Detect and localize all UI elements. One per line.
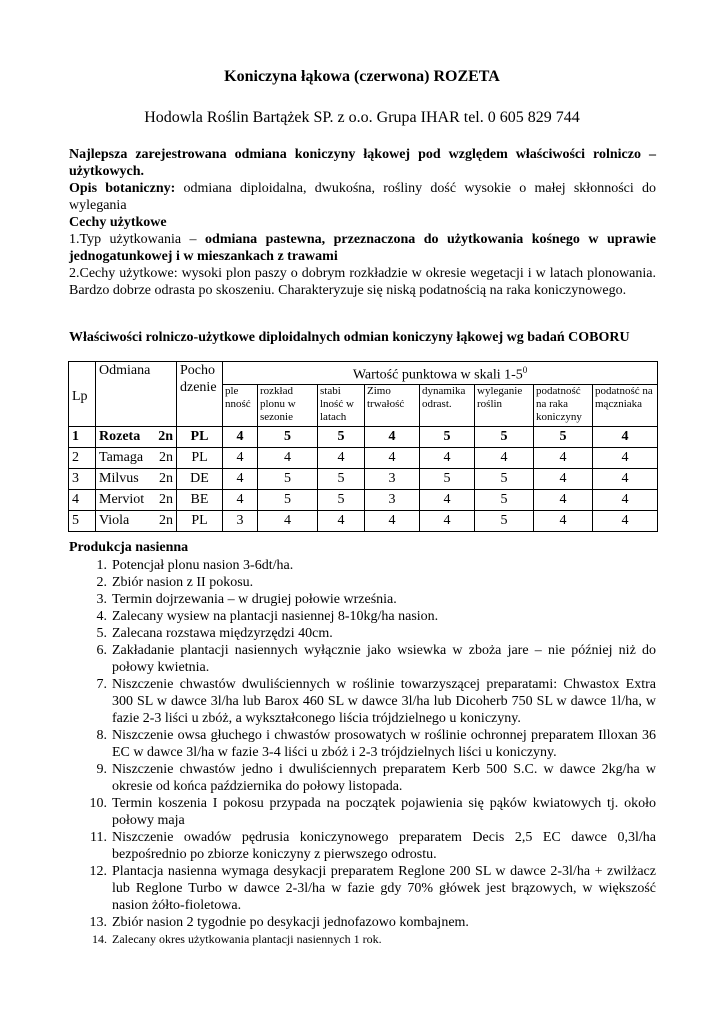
variety-ploidy: 2n [159,470,173,486]
table-cell: 5 [475,468,534,489]
list-item [69,761,656,795]
production-heading: Produkcja nasienna [69,540,189,555]
table-cell: 4 [318,447,365,468]
subcol-header: dynamika odrast. [420,384,475,426]
table-cell: 4 [365,447,420,468]
list-item-text: Plantacja nasienna wymaga desykacji preparatem Reglone 200 SL w dawce 2-3l/ha + zwilżacz lub Reglone Turbo w dawce 2-3l/ha w fazie gdy 70% główek jest brązowych, w większość nasion żółto-fioletowa. [112,864,656,913]
list-item [69,795,656,829]
table-cell: 5 [258,426,318,447]
table-cell: 5 [475,489,534,510]
table-cell [96,447,177,468]
table-cell: 4 [420,510,475,531]
table-cell: 4 [318,510,365,531]
table-cell: 5 [534,426,593,447]
varieties-table [68,361,658,532]
table-cell: 3 [365,468,420,489]
list-item [69,727,656,761]
list-item-text: Zalecana rozstawa międzyrzędzi 40cm. [112,626,333,641]
usage-features: 2.Cechy użytkowe: wysoki plon paszy o dobrym rozkładzie w okresie wegetacji i w latach plonowania. Bardzo dobrze odrasta po skoszeniu. Charakteryzuje się niską podatnością na raka koniczynowego. [69,266,656,298]
table-cell: 4 [534,468,593,489]
variety-name: Tamaga [99,449,144,465]
table-cell: 5 [475,510,534,531]
table-cell: 4 [534,489,593,510]
table-cell: PL [177,510,223,531]
production-list [69,557,656,948]
table-cell: 5 [258,489,318,510]
list-item [69,829,656,863]
list-item-number: 6. [96,643,107,658]
table-caption: Właściwości rolniczo-użytkowe diploidalnych odmian koniczyny łąkowej wg badań COBORU [69,330,630,345]
document-title: Koniczyna łąkowa (czerwona) ROZETA [224,68,500,85]
list-item-number: 10. [89,796,107,811]
table-cell: 5 [420,426,475,447]
table-cell: 4 [258,447,318,468]
list-item-text: Zalecany wysiew na plantacji nasiennej 8-10kg/ha nasion. [112,609,439,624]
list-item-text: Zakładanie plantacji nasiennych wyłącznie jako wsiewka w zboża jare – nie później niż do połowy kwietnia. [112,643,656,675]
list-item [69,557,656,574]
list-item-number: 3. [96,592,107,607]
col-header-variety: Odmiana [96,362,177,427]
subcol-header: wyleganie roślin [475,384,534,426]
table-cell: 5 [318,489,365,510]
list-item-text: Termin koszenia I pokosu przypada na początek pojawienia się pąków kwiatowych tj. około połowy maja [112,796,656,828]
list-item-text: Zbiór nasion z II pokosu. [112,575,254,590]
score-group-sup: 0 [522,365,528,375]
list-item-number: 4. [96,609,107,624]
list-item-text: Potencjał plonu nasion 3-6dt/ha. [112,558,294,573]
botanical-text: odmiana diploidalna, dwukośna, rośliny dość wysokie o małej skłonności do wylegania [69,181,657,213]
list-item [69,931,656,948]
table-cell: DE [177,468,223,489]
table-cell: BE [177,489,223,510]
list-item [69,608,656,625]
usage-type [69,231,656,265]
list-item-text: Niszczenie owadów pędrusia koniczynowego preparatem Decis 2,5 EC dawce 0,3l/ha bezpośrednio po zbiorze koniczyny z pierwszego odrostu. [112,830,656,862]
table-cell: 3 [365,489,420,510]
table-cell: 4 [420,447,475,468]
list-item-text: Niszczenie chwastów dwuliściennych w roślinie towarzyszącej preparatami: Chwastox Extra 300 SL w dawce 3l/ha lub Barox 460 SL w dawce 3l/ha lub Dicoherb 750 SL w dawce 1l/ha, w fazie 2-3 liści u zbóż, a wykształconego liścia trójdzielnego u koniczyny. [112,677,656,726]
list-item-text: Zalecany okres użytkowania plantacji nasiennych 1 rok. [112,932,382,946]
table-cell: 4 [420,489,475,510]
table-cell: 3 [69,468,96,489]
table-cell: 4 [593,447,658,468]
list-item-text: Niszczenie chwastów jedno i dwuliściennych preparatem Kerb 500 S.C. w dawce 2kg/ha w okresie od końca października do połowy listopada. [112,762,656,794]
table-cell: 4 [223,447,258,468]
table-cell [96,426,177,447]
subcol-header: rozkład plonu w sezonie [258,384,318,426]
list-item-number: 13. [89,915,107,930]
subcol-header: Zimo trwałość [365,384,420,426]
table-cell: 3 [223,510,258,531]
table-cell [96,468,177,489]
breeder-contact: Hodowla Roślin Bartążek SP. z o.o. Grupa IHAR tel. 0 605 829 744 [144,109,580,126]
table-cell: 4 [223,468,258,489]
table-row [69,426,658,447]
table-cell: 4 [534,510,593,531]
list-item-number: 7. [96,677,107,692]
table-cell: 4 [593,489,658,510]
table-cell: 4 [534,447,593,468]
usage-type-prefix: 1.Typ użytkowania – [69,232,206,247]
table-cell: 5 [69,510,96,531]
list-item-number: 9. [96,762,107,777]
table-cell: 4 [593,468,658,489]
table-cell [96,510,177,531]
usage-type-text: odmiana pastewna, przeznaczona do użytkowania kośnego w uprawie jednogatunkowej i w mieszankach z trawami [69,232,656,264]
col-header-score-group [223,362,658,385]
list-item-text: Zbiór nasion 2 tygodnie po desykacji jednofazowo kombajnem. [112,915,469,930]
botanical-description [69,180,656,214]
list-item [69,591,656,608]
table-cell: 4 [593,510,658,531]
list-item-number: 5. [96,626,107,641]
table-cell: 4 [475,447,534,468]
table-cell: 1 [69,426,96,447]
table-row [69,489,658,510]
variety-name: Merviot [99,491,145,507]
variety-name: Viola [99,512,130,528]
botanical-label: Opis botaniczny: [69,181,176,196]
list-item [69,574,656,591]
list-item-number: 14. [92,932,107,946]
table-row [69,468,658,489]
list-item-number: 1. [96,558,107,573]
list-item-number: 8. [96,728,107,743]
list-item [69,625,656,642]
table-cell: 4 [365,426,420,447]
table-cell: 5 [475,426,534,447]
table-cell: PL [177,447,223,468]
table-row [69,447,658,468]
table-cell: 4 [365,510,420,531]
list-item-number: 12. [89,864,107,879]
table-cell: 5 [420,468,475,489]
col-header-lp: Lp [69,362,96,427]
list-item [69,914,656,931]
variety-name: Milvus [99,470,139,486]
variety-ploidy: 2n [159,449,173,465]
variety-ploidy: 2n [159,512,173,528]
table-cell: PL [177,426,223,447]
list-item-text: Niszczenie owsa głuchego i chwastów prosowatych w roślinie ochronnej preparatem Illoxan 36 EC w dawce 3l/ha w fazie 3-4 liści u zbóż i 2-3 trójdzielnych liści u koniczyny. [112,728,656,760]
list-item-number: 11. [90,830,107,845]
list-item-number: 2. [96,575,107,590]
variety-name: Rozeta [99,428,141,444]
variety-ploidy: 2n [158,428,173,444]
table-cell: 4 [593,426,658,447]
table-row [69,510,658,531]
list-item [69,642,656,676]
subcol-header: ple nność [223,384,258,426]
intro-lead: Najlepsza zarejestrowana odmiana koniczyny łąkowej pod względem właściwości rolniczo – użytkowych. [69,147,656,179]
variety-ploidy: 2n [159,491,173,507]
table-cell: 5 [318,468,365,489]
list-item [69,676,656,727]
subcol-header: podatność na raka koniczyny [534,384,593,426]
table-cell: 4 [223,489,258,510]
table-cell: 4 [69,489,96,510]
table-cell: 5 [258,468,318,489]
table-cell: 4 [223,426,258,447]
list-item-text: Termin dojrzewania – w drugiej połowie września. [112,592,397,607]
table-cell: 4 [258,510,318,531]
list-item [69,863,656,914]
subcol-header: stabi lność w latach [318,384,365,426]
table-cell: 2 [69,447,96,468]
score-group-label: Wartość punktowa w skali 1-5 [352,367,523,383]
subcol-header: podatność na mączniaka [593,384,658,426]
features-heading: Cechy użytkowe [69,215,167,230]
table-cell: 5 [318,426,365,447]
col-header-origin: Pocho dzenie [177,362,223,427]
intro-section [69,146,656,299]
table-body [69,426,658,531]
table-cell [96,489,177,510]
